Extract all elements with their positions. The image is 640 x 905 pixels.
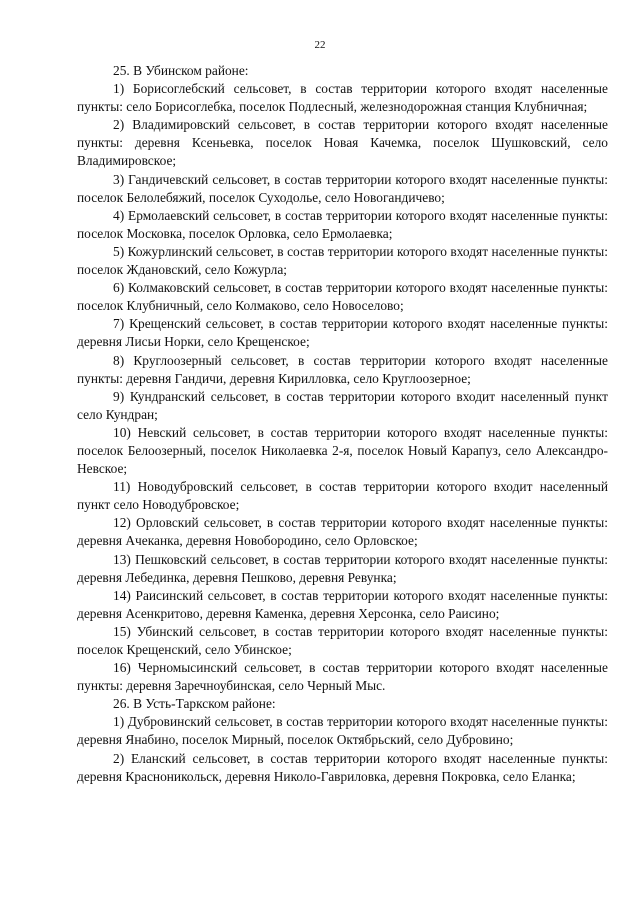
section-heading: 25. В Убинском районе:: [113, 63, 249, 78]
list-item: 16) Черномысинский сельсовет, в состав территории которого входят населенные пункты: деревня Заречноубинская, село Черный Мыс.: [77, 660, 608, 694]
list-item: 4) Ермолаевский сельсовет, в состав территории которого входят населенные пункты: поселок Московка, поселок Орловка, село Ермолаевка;: [77, 207, 608, 241]
section-heading: 26. В Усть-Таркском районе:: [113, 696, 276, 712]
list-item: 13) Пешковский сельсовет, в состав территории которого входят населенные пункты: деревня Лебединка, деревня Пешково, деревня Ревунка;: [77, 551, 608, 585]
list-item: 1) Дубровинский сельсовет, в состав территории которого входят населенные пункты: деревня Янабино, поселок Мирный, поселок Октябрьский, село Дубровино;: [77, 714, 608, 748]
list-item: 9) Кундранский сельсовет, в состав территории которого входит населенный пункт село Кундран;: [77, 388, 608, 422]
list-item: 14) Раисинский сельсовет, в состав территории которого входят населенные пункты: деревня Асенкритово, деревня Каменка, деревня Херсонка, село Раисино;: [77, 587, 608, 621]
list-item: 12) Орловский сельсовет, в состав территории которого входят населенные пункты: деревня Ачеканка, деревня Новобородино, село Орловское;: [77, 515, 608, 549]
list-item: 7) Крещенский сельсовет, в состав территории которого входят населенные пункты: деревня Лисьи Норки, село Крещенское;: [77, 316, 608, 350]
list-item: 11) Новодубровский сельсовет, в состав территории которого входит населенный пункт село Новодубровское;: [77, 479, 608, 513]
list-item: 3) Гандичевский сельсовет, в состав территории которого входят населенные пункты: поселок Белолебяжий, поселок Суходолье, село Новогандичево;: [77, 171, 608, 205]
list-item: 6) Колмаковский сельсовет, в состав территории которого входят населенные пункты: поселок Клубничный, село Колмаково, село Новоселово;: [77, 280, 608, 314]
list-item: 8) Круглоозерный сельсовет, в состав территории которого входят населенные пункты: деревня Гандичи, деревня Кирилловка, село Круглоозерное;: [77, 352, 608, 386]
page-number: 22: [314, 39, 326, 51]
list-item: 5) Кожурлинский сельсовет, в состав территории которого входят населенные пункты: поселок Ждановский, село Кожурла;: [77, 243, 608, 278]
list-item: 15) Убинский сельсовет, в состав территории которого входят населенные пункты: поселок Крещенский, село Убинское;: [77, 623, 608, 657]
list-item: 10) Невский сельсовет, в состав территории которого входят населенные пункты: поселок Белоозерный, поселок Николаевка 2-я, поселок Новый Карапуз, село Александро-Невское;: [77, 424, 608, 477]
list-item: 2) Владимировский сельсовет, в состав территории которого входят населенные пункты: деревня Ксеньевка, поселок Новая Качемка, поселок Шушковский, село Владимировское;: [77, 117, 608, 169]
document-body: [77, 62, 608, 786]
list-item: 1) Борисоглебский сельсовет, в состав территории которого входят населенные пункты: село Борисоглебка, поселок Подлесный, железнодорожная станция Клубничная;: [77, 81, 608, 115]
list-item: 2) Еланский сельсовет, в состав территории которого входят населенные пункты: деревня Красноникольск, деревня Николо-Гавриловка, деревня Покровка, село Еланка;: [77, 750, 608, 784]
